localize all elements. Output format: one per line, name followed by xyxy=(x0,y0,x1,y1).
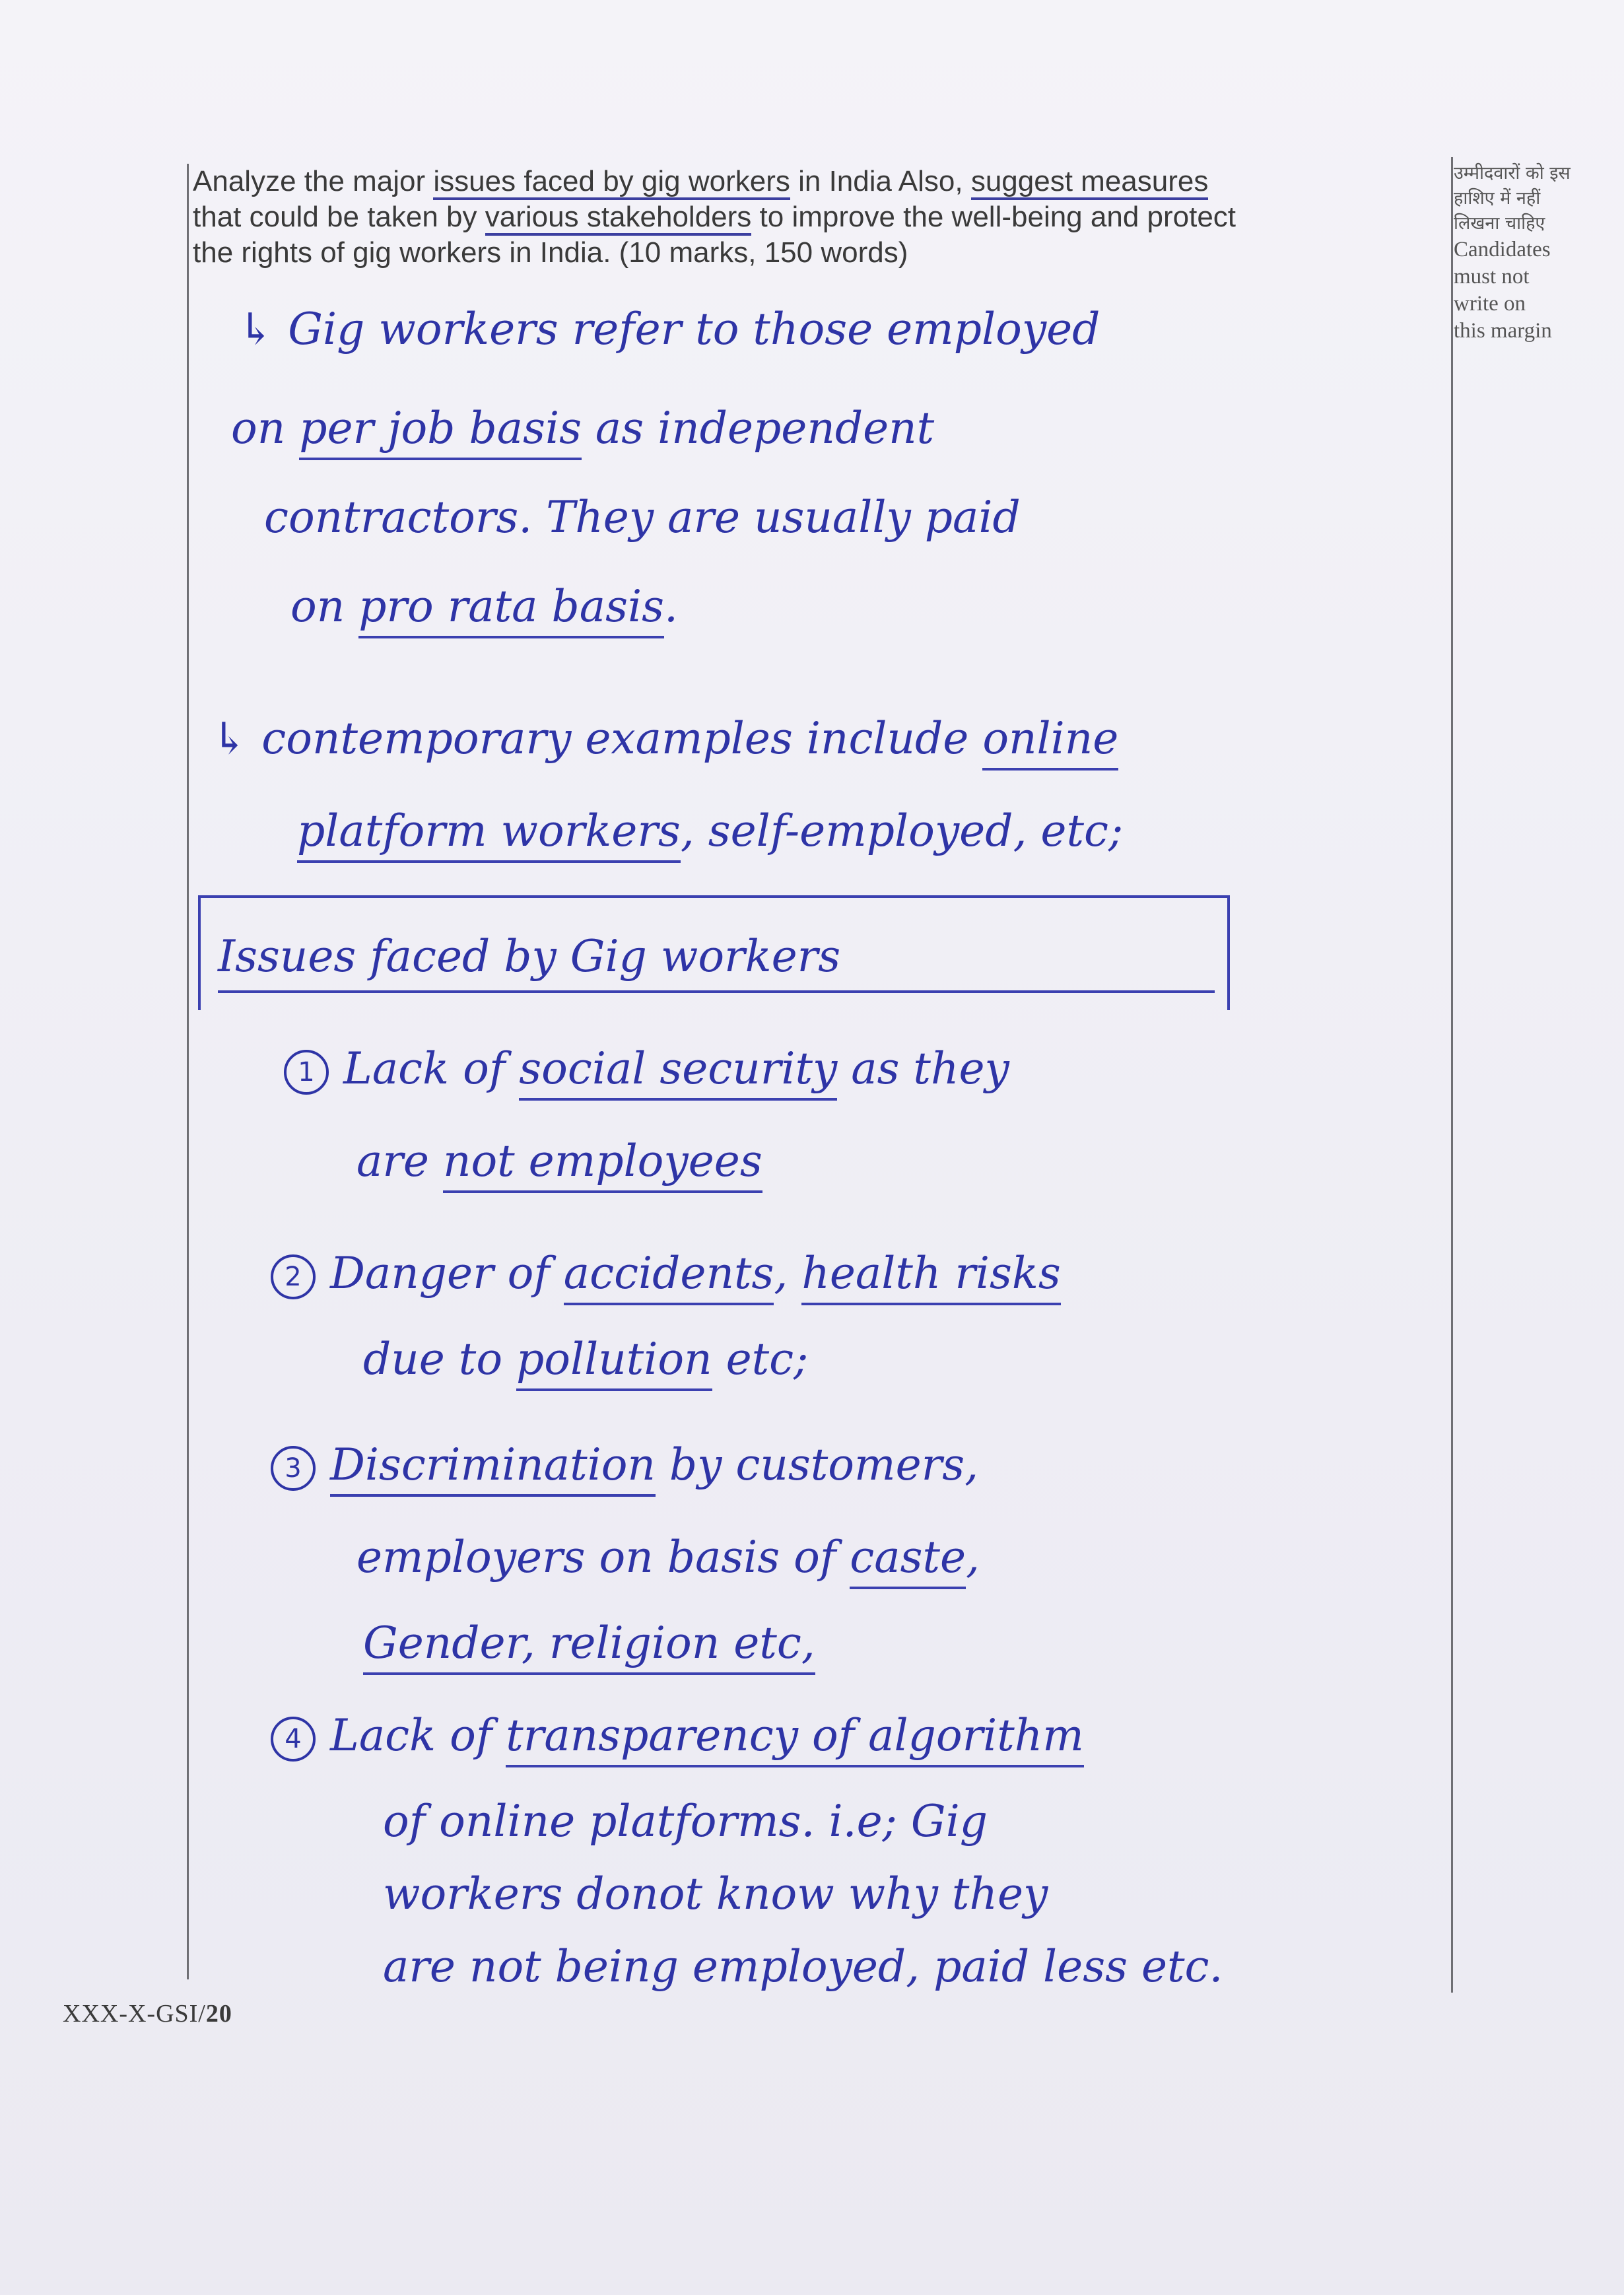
answer-text: employers on basis of xyxy=(356,1532,850,1583)
answer-text: as they xyxy=(837,1043,1009,1094)
issue-item xyxy=(271,1439,978,1491)
issue-item xyxy=(271,1248,1061,1299)
answer-line xyxy=(297,805,1123,856)
margin-english-line: must not xyxy=(1454,265,1530,289)
issue-item-continuation xyxy=(383,1941,1223,1992)
answer-underlined-text: online xyxy=(982,713,1118,771)
issue-item-continuation xyxy=(356,1136,762,1186)
question-underlined-phrase: suggest measures xyxy=(971,165,1209,200)
margin-hindi-line: हाशिए में नहीं xyxy=(1454,188,1541,209)
answer-underlined-text: pro rata basis xyxy=(358,581,664,638)
issue-item-continuation xyxy=(363,1334,808,1385)
answer-underlined-text: Gender, religion etc, xyxy=(363,1618,815,1675)
question-underlined-phrase: issues faced by gig workers xyxy=(433,165,790,200)
question-line-3: the rights of gig workers in India. (10 marks, 150 words) xyxy=(193,236,908,269)
answer-heading-text: Issues faced by Gig workers xyxy=(218,931,841,982)
issue-number-badge: 3 xyxy=(271,1446,316,1491)
issue-item xyxy=(271,1710,1084,1762)
question-fragment: in India Also, xyxy=(790,165,971,197)
issue-number-badge: 4 xyxy=(271,1717,316,1762)
answer-text: of online platforms. i.e; Gig xyxy=(383,1796,988,1847)
question-line-2 xyxy=(193,199,1434,235)
answer-underlined-text: not employees xyxy=(443,1136,762,1193)
answer-text: as independent xyxy=(581,403,935,454)
answer-text: Lack of xyxy=(343,1043,520,1094)
answer-text: . xyxy=(663,581,678,632)
issue-number-badge: 2 xyxy=(271,1254,316,1299)
question-line-1 xyxy=(193,164,1434,199)
answer-text: , xyxy=(774,1248,802,1299)
answer-underlined-text: caste xyxy=(850,1532,966,1589)
page-code xyxy=(63,1999,232,2028)
answer-line xyxy=(238,304,1100,355)
answer-underlined-text: social security xyxy=(519,1043,837,1101)
answer-line xyxy=(231,403,934,454)
answer-text: on xyxy=(231,403,300,454)
margin-hindi-line: उम्मीदवारों को इस xyxy=(1454,163,1571,184)
left-margin-rule xyxy=(187,164,189,1979)
margin-instruction xyxy=(1452,161,1604,345)
question-text xyxy=(193,164,1434,271)
question-fragment: to improve the well-being and protect xyxy=(751,201,1236,233)
answer-underlined-text: accidents xyxy=(564,1248,774,1305)
answer-text: workers donot know why they xyxy=(383,1868,1048,1919)
issue-item-continuation xyxy=(363,1618,815,1668)
margin-english-line: Candidates xyxy=(1454,238,1551,261)
answer-text: , xyxy=(966,1532,980,1583)
answer-line xyxy=(264,492,1021,543)
answer-text: contractors. They are usually paid xyxy=(264,492,1021,543)
answer-underlined-text: Discrimination xyxy=(330,1439,656,1497)
answer-line xyxy=(211,713,1118,764)
issues-heading-underline xyxy=(218,990,1215,993)
answer-text: are not being employed, paid less etc. xyxy=(383,1941,1223,1992)
answer-text: Danger of xyxy=(330,1248,564,1299)
margin-english-line: this margin xyxy=(1454,319,1552,343)
answer-underlined-text: health risks xyxy=(801,1248,1060,1305)
answer-text: Lack of xyxy=(330,1710,506,1761)
question-fragment: Analyze the major xyxy=(193,165,434,197)
answer-text: , self-employed, etc; xyxy=(680,805,1124,856)
answer-underlined-text: transparency of algorithm xyxy=(506,1710,1084,1767)
question-fragment: that could be taken by xyxy=(193,201,485,233)
question-underlined-phrase: various stakeholders xyxy=(485,201,752,236)
issue-item-continuation xyxy=(383,1796,988,1847)
right-margin-rule xyxy=(1451,157,1453,1993)
issues-heading xyxy=(218,931,840,982)
answer-underlined-text: pollution xyxy=(516,1334,712,1391)
answer-text: ↳ contemporary examples include xyxy=(211,713,983,764)
answer-text: by customers, xyxy=(655,1439,979,1490)
answer-text: are xyxy=(356,1136,443,1186)
answer-line xyxy=(290,581,678,632)
answer-text: on xyxy=(290,581,359,632)
answer-text: etc; xyxy=(712,1334,809,1385)
issue-item-continuation xyxy=(356,1532,980,1583)
answer-text: ↳ Gig workers refer to those employed xyxy=(238,304,1100,355)
issue-item xyxy=(284,1043,1009,1095)
answer-underlined-text: per job basis xyxy=(299,403,582,460)
page-code-prefix: XXX-X-GSI/ xyxy=(63,2000,206,2028)
margin-english-line: write on xyxy=(1454,292,1526,316)
margin-hindi-line: लिखना चाहिए xyxy=(1454,213,1545,234)
issue-item-continuation xyxy=(383,1868,1048,1919)
issue-number-badge: 1 xyxy=(284,1050,329,1095)
answer-underlined-text: platform workers xyxy=(297,805,681,863)
answer-text: due to xyxy=(363,1334,517,1385)
page-number: 20 xyxy=(205,2000,232,2028)
